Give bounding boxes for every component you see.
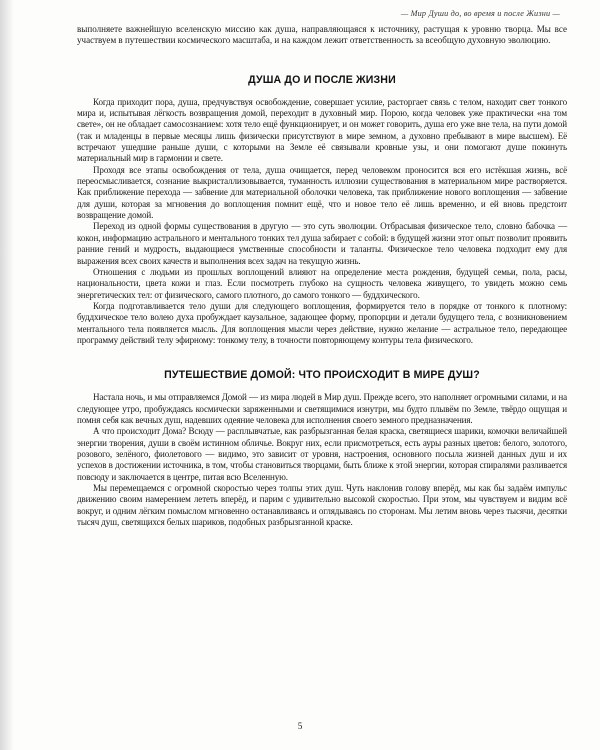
binding-shadow bbox=[0, 0, 14, 750]
paragraph: Когда приходит пора, душа, предчувствуя освобождение, совершает усилие, расторгает связь с телом, находит свет тонкого мира и, испытывая лёгкость возвращения домой, переходит в духовный мир. Порою, когда человек уже практически «на том свете», он не обладает самосознанием: хотя тело ещё функционирует, и он может говорить, душа его уже вне тела, на пути домой (так и младенцы в первые месяцы лишь физически присутствуют в мире земном, а духовно пребывают в мире высшем). Её встречают ушедшие раньше души, с которыми на Земле её связывали кровные узы, и они помогают душе покинуть материальный мир в гармонии и свете. bbox=[77, 96, 567, 164]
section-heading-journey: ПУТЕШЕСТВИЕ ДОМОЙ: ЧТО ПРОИСХОДИТ В МИРЕ ДУШ? bbox=[164, 369, 480, 382]
paragraph: Мы перемещаемся с огромной скоростью через толпы этих душ. Чуть наклонив голову вперёд, мы как бы задаём импульс движению своим намерением лететь вперёд, и парим с удивительно высокой скоростью. При этом, мы чувствуем и видим всё вокруг, и одним лёгким помыслом мгновенно останавливаясь и оглядываясь по сторонам. Мы летим вновь через тысячи, десятки тысяч душ, светящихся белых шариков, подобных разбрызганной краске. bbox=[77, 483, 567, 528]
page-number: 5 bbox=[297, 721, 303, 731]
paragraph: Переход из одной формы существования в другую — это суть эволюции. Отбрасывая физическое тело, словно бабочка — кокон, информацию астрального и ментального тонких тел душа забирает с собой: в будущей жизни этот опыт позволит проявить ранние гений и мудрость, выдающиеся умственные способности и таланты. Физическое тело человека подходит ему для выражения всех своих качеств и выполнения всех задач на текущую жизнь. bbox=[77, 221, 567, 266]
paragraph: А что происходит Дома? Всюду — расплывчатые, как разбрызганная белая краска, светящиеся шарики, комочки величайшей энергии творения, души в своём истинном обличье. Вокруг них, если присмотреться, есть ауры разных цветов: белого, золотого, розового, зелёного, фиолетового — видимо, это зависит от уровня, настроения, основного посыла жизней данных душ и их успехов в достижении источника, в том, чтобы становиться творцами, быть ближе к этой энергии, которая спиралями разливается повсюду и заключается в центре, питая всю Вселенную. bbox=[77, 426, 567, 482]
paragraph: Настала ночь, и мы отправляемся Домой — из мира людей в Мир душ. Прежде всего, это наполняет огромными силами, и на следующее утро, пробуждаясь космически заряженными и светящимися изнутри, мы будто плывём по Земле, твёрдо ощущая и помня себя как вечных душ, надевших одеяние человека для исполнения своего земного предназначения. bbox=[77, 392, 567, 425]
page-body bbox=[77, 24, 567, 528]
intro-paragraph: выполняете важнейшую вселенскую миссию как душа, направляющаяся к источнику, растущая к уровню творца. Мы все участвуем в путешествии космического масштаба, и на каждом лежит ответственность за всеобщую духовную эволюцию. bbox=[77, 24, 567, 46]
paragraph: Проходя все этапы освобождения от тела, душа очищается, перед человеком проносится вся его истёкшая жизнь, всё переосмысливается, сознание выкристаллизовывается, туманность иллюзии существования в материальном мире растворяется. Как приближение перехода — забвение для материальной оболочки человека, так приближение нового воплощения — забвение для души, которая за мгновения до воплощения помнит ещё, что и новое тело её лишь временно, и ей вновь предстоит возвращение домой. bbox=[77, 164, 567, 221]
running-head: — Мир Души до, во время и после Жизни — bbox=[400, 9, 560, 18]
paragraph: Когда подготавливается тело души для следующего воплощения, формируется тело в порядке от тонкого к плотному: буддхическое тело волею духа пробуждает каузальное, задающее форму, пропорции и детали будущего тела, с возникновением ментального тела появляется мысль. Для воплощения мысли через действие, нужно желание — астральное тело, передающее программу действий телу эфирному: тонкому телу, в точности повторяющему контуры тела физического. bbox=[77, 300, 567, 345]
paragraph: Отношения с людьми из прошлых воплощений влияют на определение места рождения, будущей семьи, пола, расы, национальности, цвета кожи и глаз. Если посмотреть глубоко на сущность человека живущего, то увидеть можно семь энергетических тел: от физического, самого плотного, до самого тонкого — буддхического. bbox=[77, 266, 567, 300]
section-heading-soul: ДУША ДО И ПОСЛЕ ЖИЗНИ bbox=[248, 73, 396, 86]
